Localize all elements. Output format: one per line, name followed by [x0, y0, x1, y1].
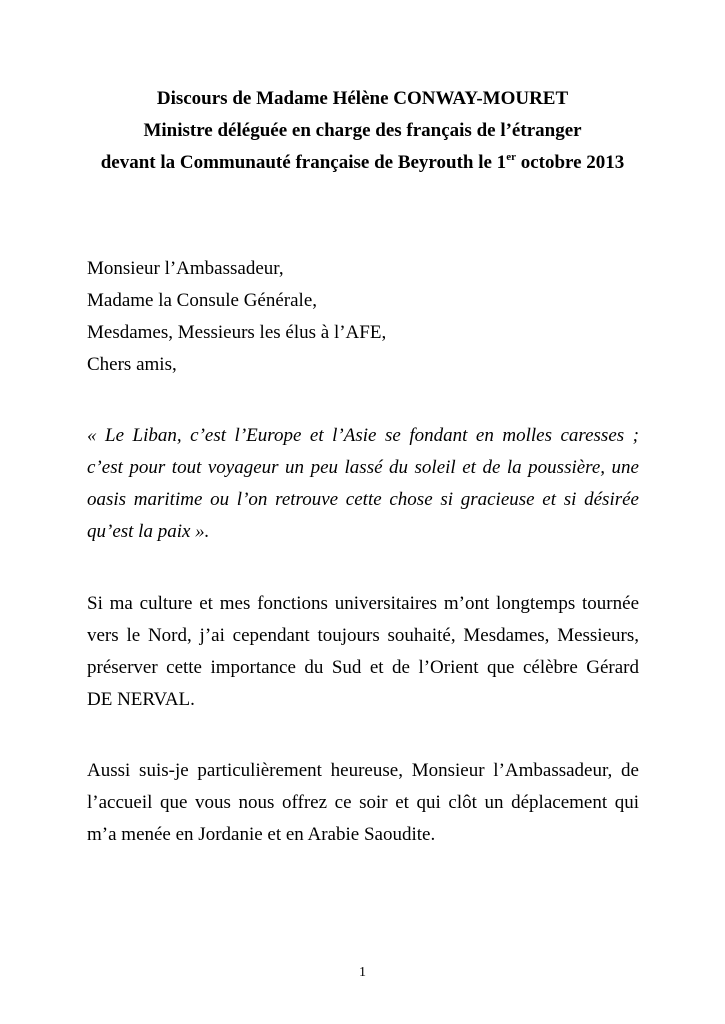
heading-line-3-start: devant la Communauté française de Beyrouth le 1: [100, 152, 507, 173]
paragraph-line: Si ma culture et mes fonctions universitaires m’ont longtemps tournée: [87, 593, 639, 614]
paragraph-line: m’a menée en Jordanie et en Arabie Saoudite.: [87, 824, 436, 845]
quote-line: qu’est la paix ».: [87, 521, 210, 542]
paragraph-line: vers le Nord, j’ai cependant toujours souhaité, Mesdames, Messieurs,: [87, 625, 639, 646]
salutation-ambassador: Monsieur l’Ambassadeur,: [87, 258, 284, 279]
heading-line-3: [0, 151, 725, 175]
heading-line-3-end: octobre 2013: [515, 152, 625, 173]
heading-line-2: Ministre déléguée en charge des français de l’étranger: [143, 120, 582, 141]
page-number: 1: [359, 965, 366, 980]
salutation-afe: Mesdames, Messieurs les élus à l’AFE,: [87, 322, 387, 343]
heading-line-1: Discours de Madame Hélène CONWAY-MOURET: [156, 88, 569, 109]
salutation-consul: Madame la Consule Générale,: [87, 290, 318, 311]
paragraph-line: l’accueil que vous nous offrez ce soir et qui clôt un déplacement qui: [87, 792, 639, 813]
quote-line: oasis maritime ou l’on retrouve cette chose si gracieuse et si désirée: [87, 489, 639, 510]
salutation-friends: Chers amis,: [87, 354, 177, 375]
quote-line: c’est pour tout voyageur un peu lassé du soleil et de la poussière, une: [87, 457, 639, 478]
quote-line: « Le Liban, c’est l’Europe et l’Asie se fondant en molles caresses ;: [87, 425, 639, 446]
paragraph-line: préserver cette importance du Sud et de l’Orient que célèbre Gérard: [87, 657, 639, 678]
paragraph-line: DE NERVAL.: [87, 689, 195, 710]
paragraph-line: Aussi suis-je particulièrement heureuse, Monsieur l’Ambassadeur, de: [87, 760, 639, 781]
heading-superscript: er: [506, 150, 516, 163]
